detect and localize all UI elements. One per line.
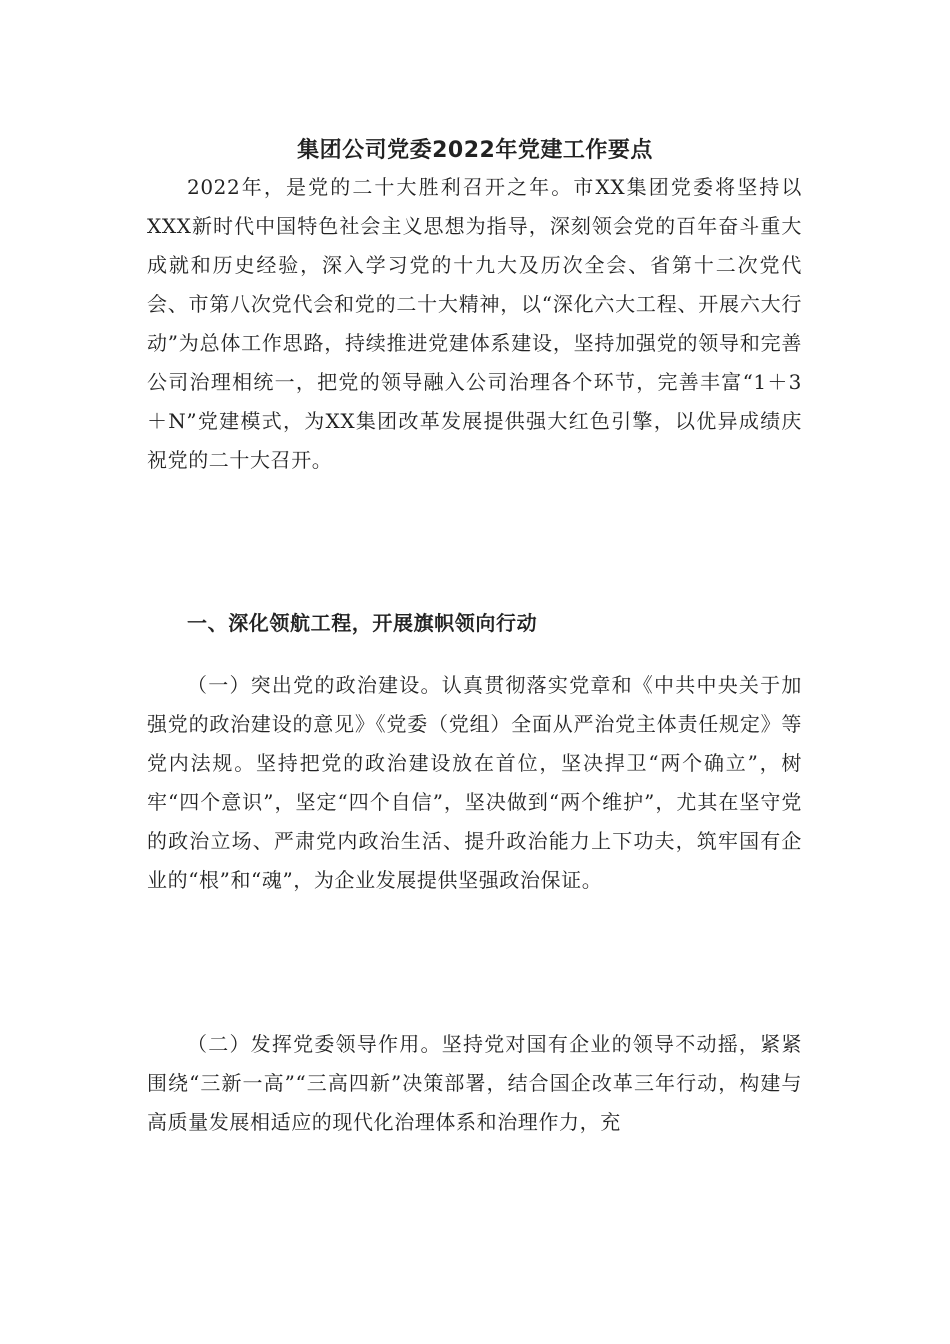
item-paragraph-1: （一）突出党的政治建设。认真贯彻落实党章和《中共中央关于加强党的政治建设的意见》《党委（党组）全面从严治党主体责任规定》等党内法规。坚持把党的政治建设放在首位，坚决捍卫“两个确立”，树牢“四个意识”，坚定“四个自信”，坚决做到“两个维护”，尤其在坚守党的政治立场、严肃党内政治生活、提升政治能力上下功夫，筑牢国有企业的“根”和“魂”，为企业发展提供坚强政治保证。 <box>147 673 802 892</box>
item-paragraph-2: （二）发挥党委领导作用。坚持党对国有企业的领导不动摇，紧紧围绕“三新一高”“三高四新”决策部署，结合国企改革三年行动，构建与高质量发展相适应的现代化治理体系和治理作力，充 <box>147 1032 802 1134</box>
document-title: 集团公司党委2022年党建工作要点 <box>297 138 653 163</box>
intro-paragraph: 2022年，是党的二十大胜利召开之年。市XX集团党委将坚持以XXX新时代中国特色社会主义思想为指导，深刻领会党的百年奋斗重大成就和历史经验，深入学习党的十九大及历次全会、省第十二次党代会、市第八次党代会和党的二十大精神，以“深化六大工程、开展六大行动”为总体工作思路，持续推进党建体系建设，坚持加强党的领导和完善公司治理相统一，把党的领导融入公司治理各个环节，完善丰富“1＋3＋N”党建模式，为XX集团改革发展提供强大红色引擎，以优异成绩庆祝党的二十大召开。 <box>147 175 802 472</box>
section-heading: 一、深化领航工程，开展旗帜领向行动 <box>187 611 538 635</box>
